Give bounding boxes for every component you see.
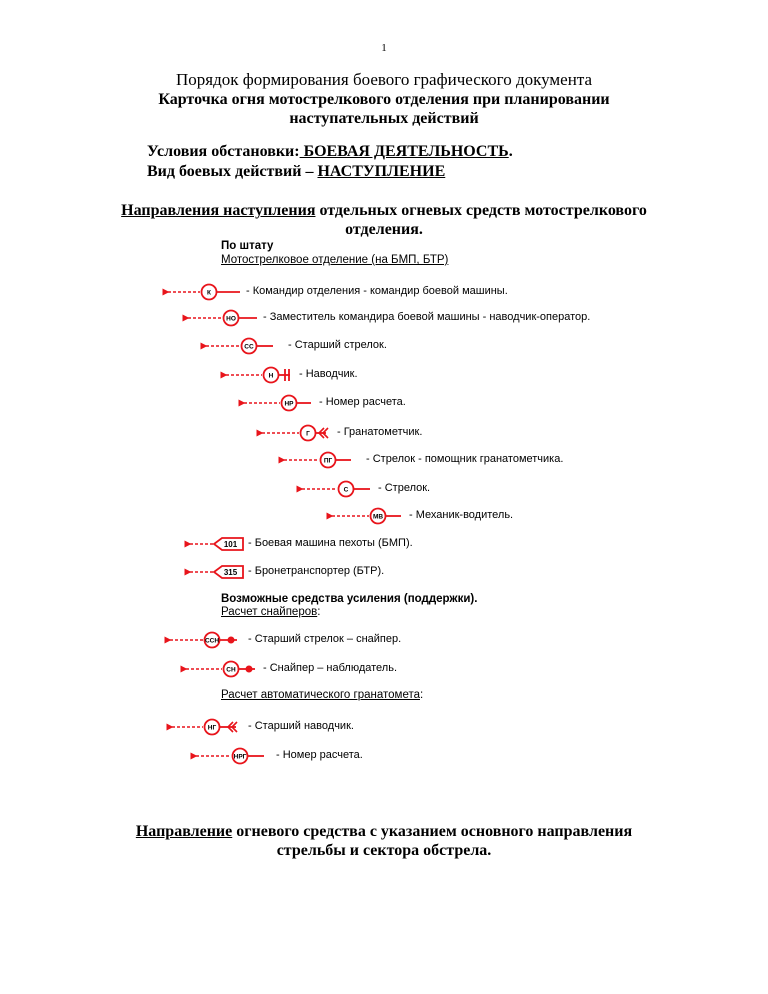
svg-text:ПГ: ПГ [323,457,333,465]
symbol-rifleman [302,482,370,497]
support-title: Возможные средства усиления (поддержки). [221,593,478,605]
section2-heading [0,823,768,841]
svg-text:Г: Г [306,430,310,438]
symbol-assistant-grenadier [284,453,351,468]
section1-rest: отдельных огневых средств мотострелкового [315,202,647,219]
label-commander: - Командир отделения - командир боевой машины. [246,285,508,297]
symbol-senior-rifleman [206,339,273,354]
label-gunner-operator: - Заместитель командира боевой машины - наводчик-оператор. [263,311,591,323]
svg-text:ССН: ССН [204,637,220,645]
document-subtitle-line2: наступательных действий [289,110,479,127]
label-gunner: - Наводчик. [299,368,358,380]
label-btr: - Бронетранспортер (БТР). [248,565,385,577]
document-title: Порядок формирования боевого графического документа [175,70,592,89]
label-senior-gunner-agl: - Старший наводчик. [248,720,354,732]
page-number: 1 [381,42,387,54]
symbol-senior-gunner-agl [172,720,237,735]
svg-text:НГ: НГ [207,724,217,732]
svg-text:315: 315 [223,568,238,577]
label-bmp: - Боевая машина пехоты (БМП). [248,537,413,549]
staff-subtitle: Мотострелковое отделение (на БМП, БТР) [221,254,449,266]
label-grenadier: - Гранатометчик. [337,426,423,438]
conditions-period: . [508,143,513,160]
symbol-commander [168,285,240,300]
symbol-btr [190,566,243,578]
combat-type-label: Вид боевых действий – [147,163,318,180]
svg-text:К: К [207,289,211,297]
symbol-driver-mechanic [332,509,401,524]
svg-text:НР: НР [284,400,294,408]
label-crew-number-agl: - Номер расчета. [276,749,363,761]
section2-underlined: Направление [135,823,233,840]
symbol-crew-number-agl [196,749,264,764]
symbol-gunner-operator [188,311,257,326]
label-senior-rifleman: - Старший стрелок. [288,339,387,351]
section1-heading-line2: отделения. [345,221,423,238]
svg-text:МВ: МВ [372,513,384,521]
snipers-title: Расчет снайперов: [221,606,321,618]
svg-text:СН: СН [226,666,236,674]
label-sniper-observer: - Снайпер – наблюдатель. [263,662,398,674]
symbol-bmp [190,538,243,550]
conditions-value: БОЕВАЯ ДЕЯТЕЛЬНОСТЬ [299,143,509,160]
label-driver-mechanic: - Механик-водитель. [409,509,514,521]
staff-title: По штату [221,240,274,252]
symbol-sniper-observer [186,662,255,677]
symbol-senior-sniper [170,633,237,648]
svg-text:НРГ: НРГ [233,753,247,761]
label-rifleman: - Стрелок. [378,482,431,494]
section2-heading-line2: стрельбы и сектора обстрела. [276,842,492,859]
conditions-label: Условия обстановки: [147,143,300,160]
symbol-crew-number [244,396,311,411]
symbol-gunner [226,368,290,383]
svg-text:Н: Н [268,372,274,380]
label-assistant-grenadier: - Стрелок - помощник гранатометчика. [366,453,564,465]
svg-text:СС: СС [244,343,254,351]
combat-type-value: НАСТУПЛЕНИЕ [317,163,446,180]
svg-text:С: С [343,486,349,494]
symbol-grenadier [262,426,328,441]
section1-underlined: Направления наступления [121,202,316,219]
section2-rest: огневого средства с указанием основного направления [232,823,633,840]
label-senior-sniper: - Старший стрелок – снайпер. [248,633,402,645]
label-crew-number: - Номер расчета. [319,396,406,408]
agl-title: Расчет автоматического гранатомета: [221,689,424,701]
document-subtitle-line1: Карточка огня мотострелкового отделения при планировании [158,91,610,108]
svg-text:НО: НО [226,315,236,323]
svg-text:101: 101 [223,540,238,549]
